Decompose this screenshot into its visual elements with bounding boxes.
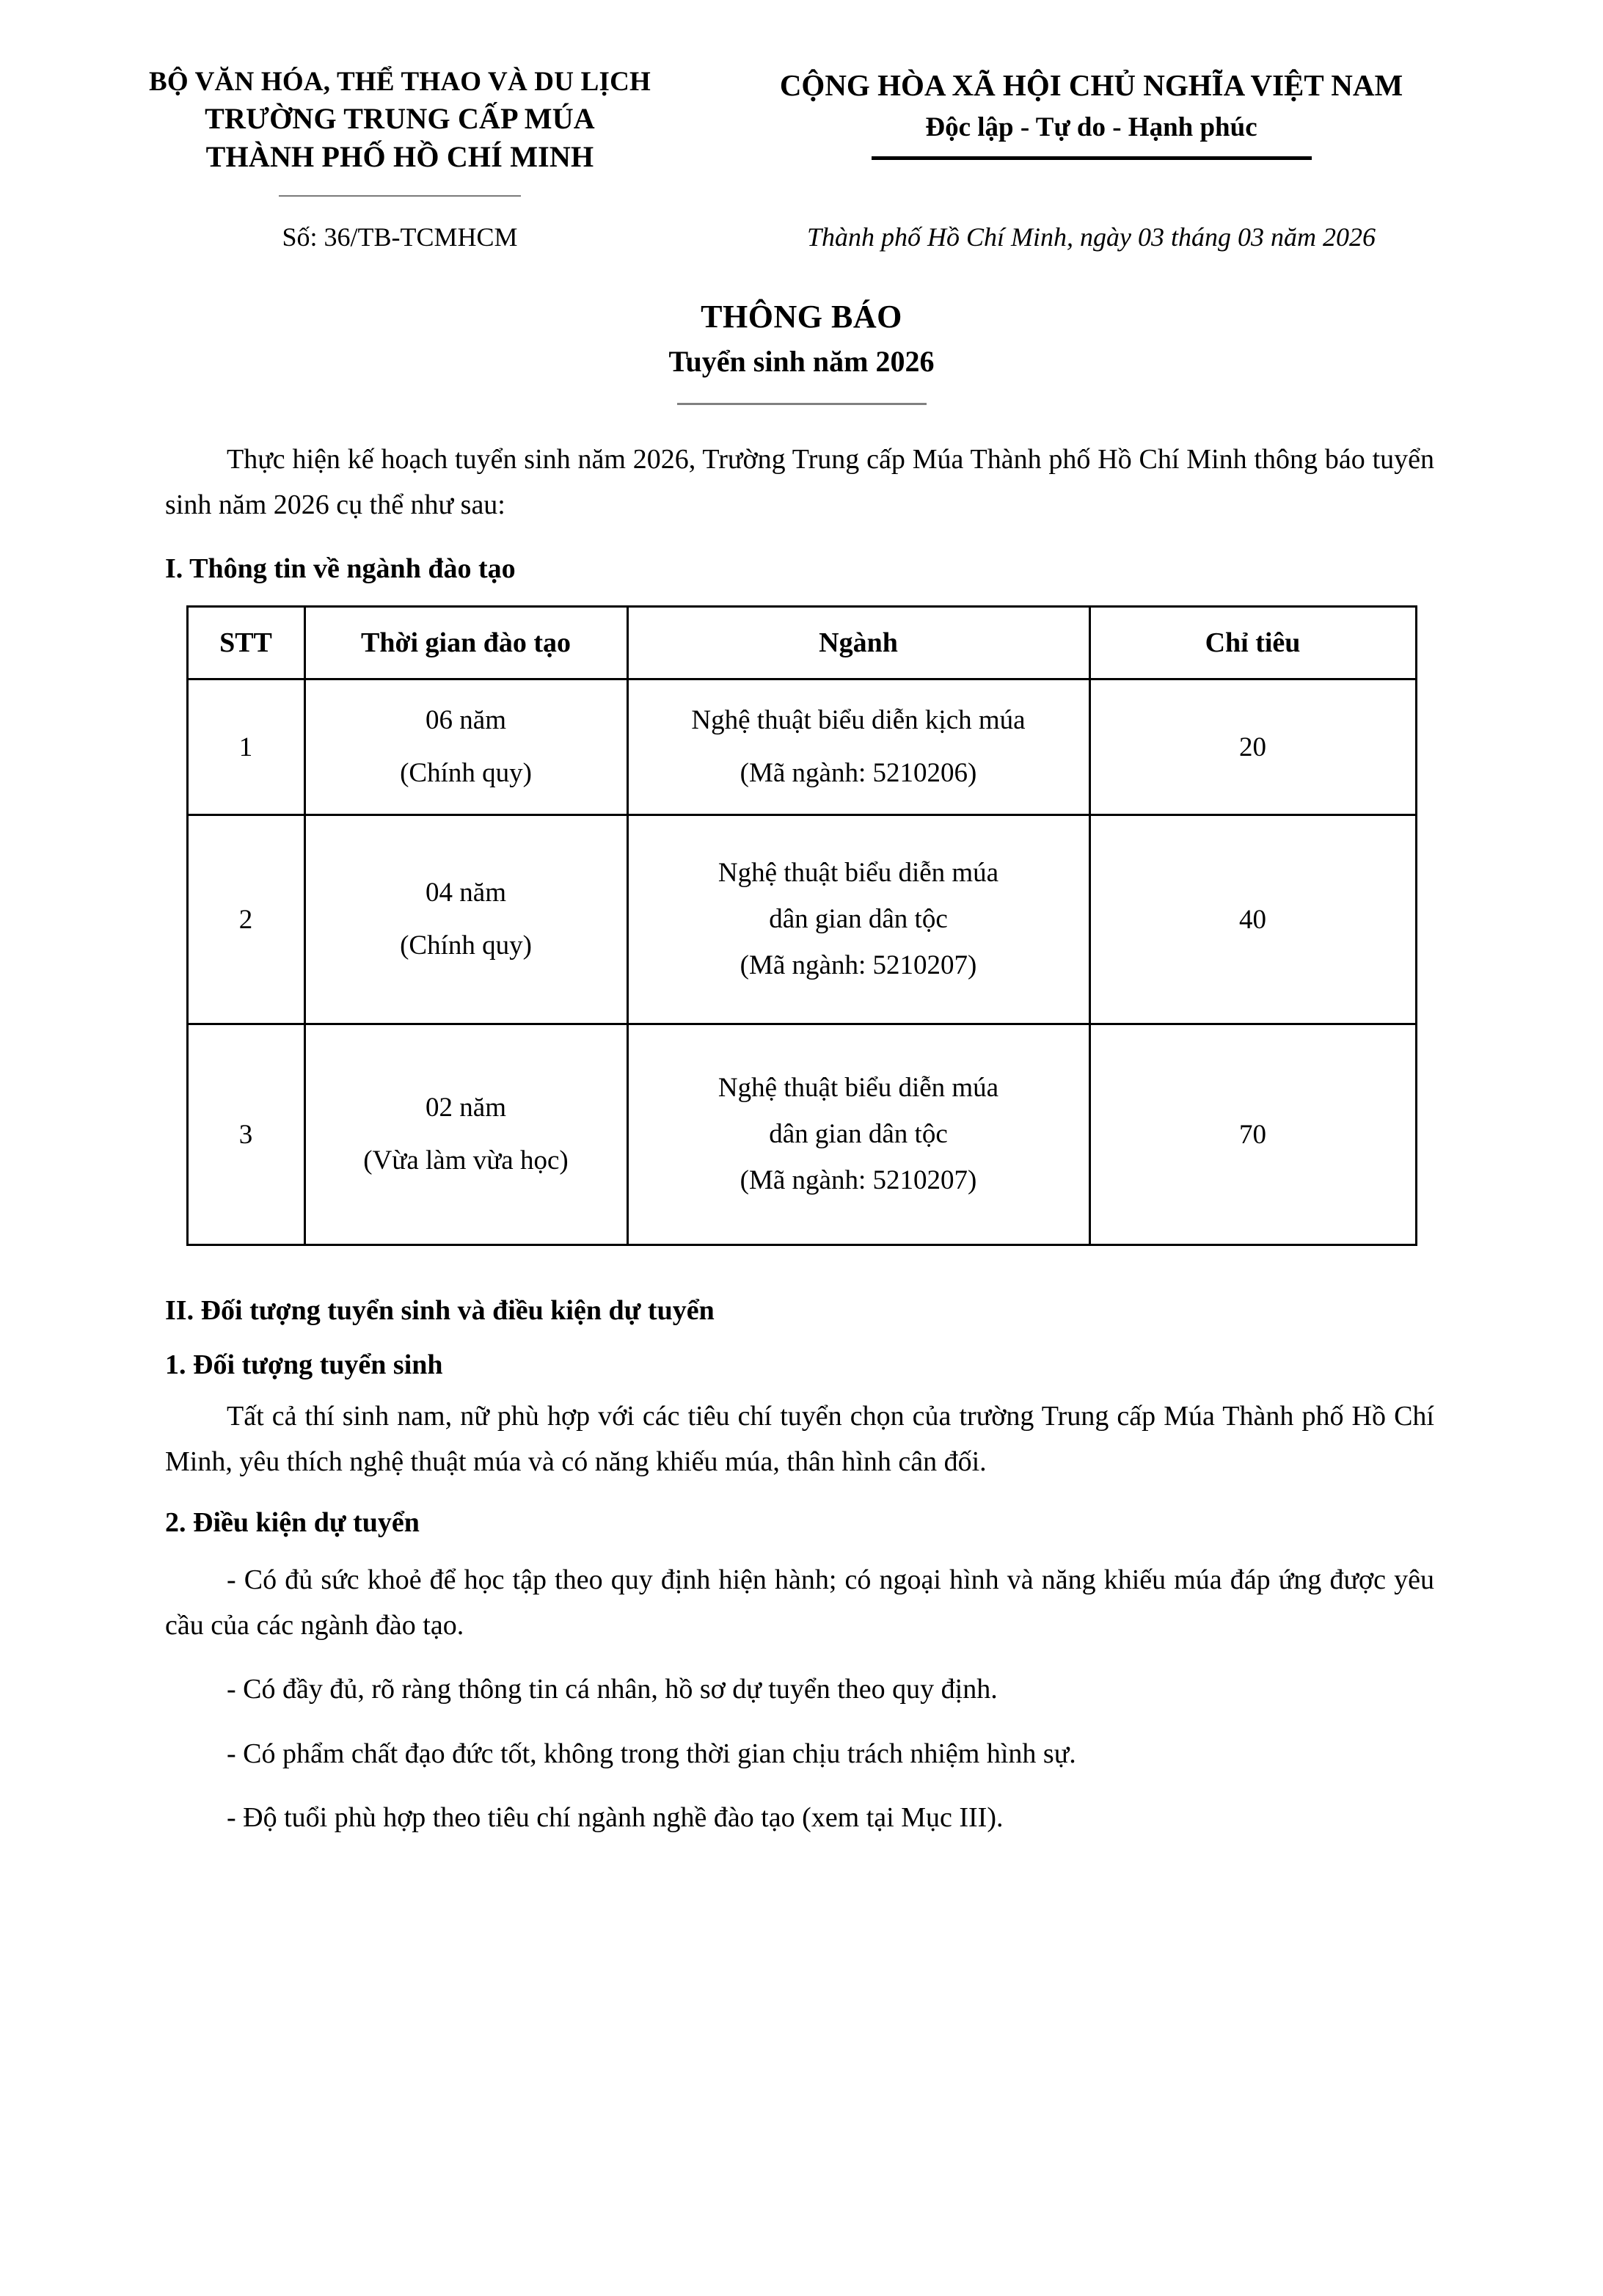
major-name-line1: Nghệ thuật biểu diễn múa bbox=[717, 857, 999, 888]
document-meta-row bbox=[0, 197, 1603, 252]
duration-mode: (Chính quy) bbox=[400, 930, 532, 961]
duration-years: 04 năm bbox=[426, 878, 506, 908]
section-heading-i: I. Thông tin về ngành đào tạo bbox=[165, 553, 516, 585]
major-name-line1: Nghệ thuật biểu diễn múa bbox=[717, 1072, 999, 1103]
table-row bbox=[187, 1024, 1416, 1245]
column-header-quota: Chỉ tiêu bbox=[1089, 607, 1416, 679]
cell-quota: 40 bbox=[1089, 815, 1416, 1024]
section-two-body bbox=[0, 1294, 1603, 1841]
subsection-heading-2: 2. Điều kiện dự tuyển bbox=[165, 1507, 420, 1539]
cell-stt: 3 bbox=[187, 1024, 304, 1245]
duration-mode: (Vừa làm vừa học) bbox=[363, 1145, 569, 1176]
issuing-authority-block bbox=[110, 65, 690, 197]
major-code: (Mã ngành: 5210206) bbox=[740, 758, 977, 789]
duration-mode: (Chính quy) bbox=[400, 758, 532, 789]
duration-years: 06 năm bbox=[426, 705, 506, 736]
major-code: (Mã ngành: 5210207) bbox=[740, 1165, 977, 1195]
national-motto: Độc lập - Tự do - Hạnh phúc bbox=[925, 112, 1257, 143]
condition-bullet: - Có phẩm chất đạo đức tốt, không trong thời gian chịu trách nhiệm hình sự. bbox=[227, 1738, 1076, 1769]
table-row bbox=[187, 815, 1416, 1024]
major-name-line2: dân gian dân tộc bbox=[769, 1118, 948, 1149]
document-title-block bbox=[0, 296, 1603, 405]
school-name: TRƯỜNG TRUNG CẤP MÚA bbox=[205, 102, 595, 136]
motto-divider bbox=[872, 156, 1312, 160]
column-header-major: Ngành bbox=[627, 607, 1089, 679]
national-heading-block bbox=[690, 65, 1493, 160]
major-name-line1: Nghệ thuật biểu diễn kịch múa bbox=[691, 705, 1026, 736]
intro-paragraph: Thực hiện kế hoạch tuyển sinh năm 2026, Trường Trung cấp Múa Thành phố Hồ Chí Minh thông báo tuyển sinh năm 2026 cụ thể như sau: bbox=[165, 444, 1434, 520]
document-body bbox=[0, 437, 1603, 585]
ministry-name: BỘ VĂN HÓA, THỂ THAO VÀ DU LỊCH bbox=[149, 67, 651, 97]
document-number: Số: 36/TB-TCMHCM bbox=[282, 222, 518, 252]
document-date: Thành phố Hồ Chí Minh, ngày 03 tháng 03 năm 2026 bbox=[806, 222, 1376, 252]
condition-bullet: - Độ tuổi phù hợp theo tiêu chí ngành nghề đào tạo (xem tại Mục III). bbox=[227, 1802, 1004, 1834]
subsection-1-paragraph: Tất cả thí sinh nam, nữ phù hợp với các tiêu chí tuyển chọn của trường Trung cấp Múa Thành phố Hồ Chí Minh, yêu thích nghệ thuật múa và có năng khiếu múa, thân hình cân đối. bbox=[165, 1401, 1434, 1477]
major-name-line2: dân gian dân tộc bbox=[769, 903, 948, 934]
programs-table bbox=[186, 605, 1417, 1246]
cell-stt: 1 bbox=[187, 679, 304, 815]
subsection-heading-1: 1. Đối tượng tuyển sinh bbox=[165, 1349, 443, 1381]
cell-major bbox=[627, 1024, 1089, 1245]
cell-quota: 70 bbox=[1089, 1024, 1416, 1245]
page-title: THÔNG BÁO bbox=[701, 299, 902, 335]
programs-table-wrap bbox=[0, 605, 1603, 1246]
cell-major bbox=[627, 815, 1089, 1024]
column-header-stt: STT bbox=[187, 607, 304, 679]
cell-major bbox=[627, 679, 1089, 815]
cell-stt: 2 bbox=[187, 815, 304, 1024]
country-name: CỘNG HÒA XÃ HỘI CHỦ NGHĨA VIỆT NAM bbox=[779, 68, 1403, 102]
column-header-duration: Thời gian đào tạo bbox=[304, 607, 627, 679]
cell-duration bbox=[304, 1024, 627, 1245]
major-code: (Mã ngành: 5210207) bbox=[740, 950, 977, 980]
duration-years: 02 năm bbox=[426, 1093, 506, 1123]
cell-duration bbox=[304, 815, 627, 1024]
table-row bbox=[187, 679, 1416, 815]
condition-bullet: - Có đủ sức khoẻ để học tập theo quy định hiện hành; có ngoại hình và năng khiếu múa đáp ứng được yêu cầu của các ngành đào tạo. bbox=[165, 1564, 1434, 1641]
authority-divider bbox=[279, 195, 521, 197]
section-heading-ii: II. Đối tượng tuyển sinh và điều kiện dự tuyển bbox=[165, 1295, 715, 1327]
cell-quota: 20 bbox=[1089, 679, 1416, 815]
table-header-row bbox=[187, 607, 1416, 679]
school-city: THÀNH PHỐ HỒ CHÍ MINH bbox=[205, 140, 594, 174]
title-divider bbox=[677, 403, 927, 405]
cell-duration bbox=[304, 679, 627, 815]
condition-bullet: - Có đầy đủ, rõ ràng thông tin cá nhân, hồ sơ dự tuyển theo quy định. bbox=[227, 1674, 998, 1705]
document-header bbox=[0, 0, 1603, 197]
page-subtitle: Tuyển sinh năm 2026 bbox=[668, 345, 935, 379]
